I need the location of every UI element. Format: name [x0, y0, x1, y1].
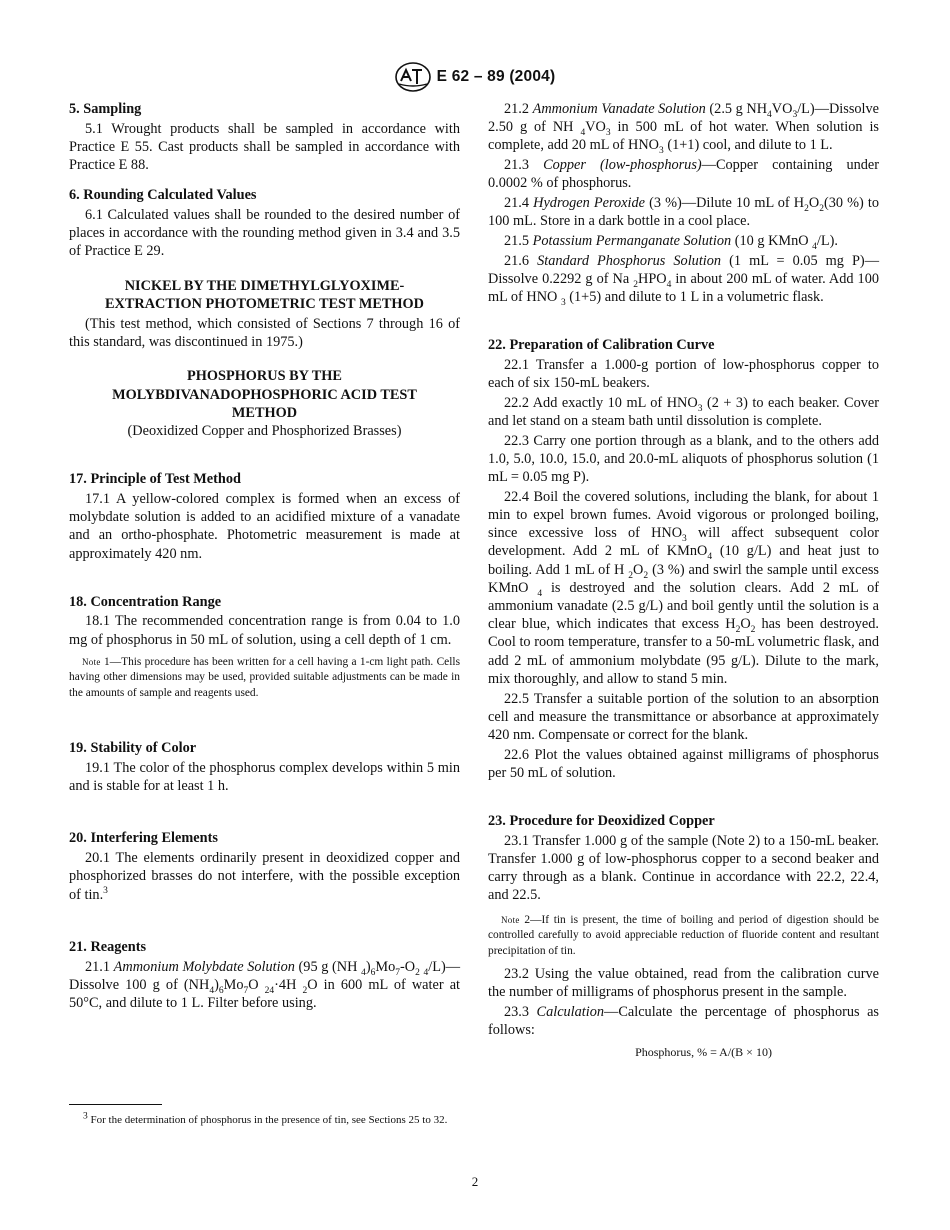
paragraph-22-2: 22.2 Add exactly 10 mL of $HNO_3$ (2 + 3) to each beaker. Cover and let stand on a steam bath until dissolution is complete.: [488, 394, 879, 430]
section-21-heading: 21. Reagents: [69, 938, 147, 955]
paragraph-22-4: 22.4 Boil the covered solutions, including the blank, for about 1 min to expel brown fumes. Avoid vigorous or prolonged boiling, since excessive loss of $HNO_3$ will affect subsequent color development. Add 2 mL of KMnO$_4$ (10 g/L) and heat just to boiling. Add 1 mL of H $_2O_2$ (3 %) and swirl the sample until excess KMnO $_4$ is destroyed and the solution clears. Add 2 mL of ammonium vanadate (2.5 g/L) and boil gently until the solution is a clear blue, which indicates that excess $H_2O_2$ has been destroyed. Cool to room temperature, transfer to a 50-mL volumetric flask, and add 2 mL of ammonium molybdate (95 g/L). Dilute to the mark, mix thoroughly, and allow to stand 5 min.: [488, 488, 879, 687]
astm-logo-icon: [395, 62, 431, 92]
note-1-text: 1—This procedure has been written for a cell having a 1-cm light path. Cells having other dimensions may be used, provided suitable adjustments can be made in the amounts of sample and reagents used.: [69, 655, 460, 699]
reagent-21-4-number: 21.4: [504, 195, 534, 212]
paragraph-23-3-number: 23.3: [504, 1004, 537, 1021]
paragraph-23-3-name: Calculation: [536, 1004, 605, 1021]
reagent-21-2-number: 21.2: [504, 101, 533, 117]
paragraph-18-1: 18.1 The recommended concentration range is from 0.04 to 1.0 mg of phosphorus in 50 mL of solution, using a cell depth of 1 cm.: [69, 613, 460, 648]
section-5-heading: 5. Sampling: [69, 101, 142, 117]
reagent-21-1-number: 21.1: [85, 958, 114, 975]
document-id: E 62 – 89 (2004): [436, 68, 556, 85]
reagent-21-3-number: 21.3: [504, 157, 544, 174]
reagent-21-6-name: Standard Phosphorus Solution: [537, 252, 722, 269]
reagent-21-6-number: 21.6: [504, 252, 538, 269]
section-22-heading: 22. Preparation of Calibration Curve: [488, 337, 715, 354]
paragraph-5-1: 5.1 Wrought products shall be sampled in accordance with Practice E 55. Cast products shall be sampled in accordance with Practice E 88.: [69, 120, 460, 174]
phosphorus-method-heading: PHOSPHORUS BY THE MOLYBDIVANADOPHOSPHORIC ACID TEST METHOD: [112, 368, 417, 421]
paragraph-21-2: 21.2 Ammonium Vanadate Solution (2.5 g $NH_4VO_3/L)—Dissolve$ 2.50 g of NH $_4VO_3$ in 500 mL of hot water. When solution is complete, add 20 mL of $HNO_3$ (1+1) cool, and dilute to 1 L.: [488, 101, 880, 157]
reagent-21-5-number: 21.5: [504, 232, 533, 249]
page-number: 2: [471, 1174, 479, 1189]
paragraph-20-1: [69, 849, 460, 904]
footnote-3-marker: 3: [83, 1111, 88, 1122]
footnote-3: [69, 1113, 460, 1128]
paragraph-19-1: 19.1 The color of the phosphorus complex develops within 5 min and is stable for at least 1 h.: [69, 760, 460, 795]
paragraph-22-1: 22.1 Transfer a 1.000-g portion of low-phosphorus copper to each of six 150-mL beakers.: [488, 356, 879, 392]
section-19-heading: 19. Stability of Color: [69, 740, 197, 757]
paragraph-17-1: 17.1 A yellow-colored complex is formed when an excess of molybdate solution is added to an acidified mixture of a vanadate and an ortho-phosphate. Photometric measurement is made at approximately 420 nm.: [69, 490, 460, 562]
note-2: [488, 913, 879, 960]
section-20-heading: 20. Interfering Elements: [69, 830, 218, 847]
paragraph-6-1: 6.1 Calculated values shall be rounded to the desired number of places in accordance with the rounding method given in 3.4 and 3.5 of Practice E 29.: [69, 207, 460, 260]
paragraph-21-5: 21.5 Potassium Permanganate Solution (10 g KMnO $_4$/L).: [504, 232, 838, 252]
phosphorus-method-subheading: (Deoxidized Copper and Phosphorized Brasses): [127, 423, 402, 440]
left-column: [69, 100, 460, 1014]
paragraph-22-3: 22.3 Carry one portion through as a blank, and to the others add 1.0, 5.0, 10.0, 15.0, and 20.0-mL aliquots of phosphorus solution (1 mL = 0.05 mg P).: [488, 432, 879, 486]
section-17-heading: 17. Principle of Test Method: [69, 471, 241, 488]
paragraph-22-6: 22.6 Plot the values obtained against milligrams of phosphorus per 50 mL of solution.: [488, 746, 879, 781]
reagent-21-3-name: Copper (low-phosphorus): [543, 157, 702, 174]
note-1-label: Note: [82, 656, 101, 667]
right-column: [488, 100, 879, 1062]
section-6-heading: 6. Rounding Calculated Values: [69, 187, 257, 204]
footnote-ref-3: 3: [103, 885, 108, 896]
reagent-21-1-name: Ammonium Molybdate Solution: [113, 958, 295, 975]
paragraph-22-5: 22.5 Transfer a suitable portion of the solution to an absorption cell and measure the transmittance or absorbance at approximately 420 nm. Compensate or correct for the blank.: [488, 690, 879, 743]
paragraph-23-3-text: —Calculate the percentage of phosphorus as follows:: [488, 1004, 879, 1039]
nickel-method-note: (This test method, which consisted of Sections 7 through 16 of this standard, was discontinued in 1975.): [69, 316, 460, 351]
note-2-label: Note: [501, 914, 520, 925]
reagent-21-5-name: Potassium Permanganate Solution: [532, 232, 732, 249]
page-header: [0, 62, 950, 92]
phosphorus-formula: Phosphorus, % = A/(B × 10): [635, 1045, 772, 1060]
paragraph-21-6: 21.6 Standard Phosphorus Solution (1 mL = 0.05 mg P)—Dissolve 0.2292 g of Na $_2HPO_4$ in about 200 mL of water. Add 100 mL of HNO $_3$ (1+5) and dilute to 1 L in a volumetric flask.: [488, 252, 879, 308]
paragraph-23-3: [488, 1003, 879, 1039]
paragraph-23-2: 23.2 Using the value obtained, read from the calibration curve the number of milligrams of phosphorus present in the sample.: [488, 966, 879, 1001]
paragraph-21-3: [488, 156, 879, 192]
section-23-heading: 23. Procedure for Deoxidized Copper: [488, 813, 715, 830]
footnote-rule: [69, 1104, 162, 1105]
reagent-21-3-text: —Copper containing under 0.0002 % of phosphorus.: [488, 157, 880, 192]
section-18-heading: 18. Concentration Range: [69, 593, 222, 610]
paragraph-21-1: 21.1 Ammonium Molybdate Solution (95 g (NH $_4)_6Mo_7-O_2$ $_4$/L)—Dissolve 100 g of $(NH_4)_6Mo_7O$ $_{24}$·4H $_2$O in 600 mL of water at 50°C, and dilute to 1 L. Filter before using.: [69, 958, 461, 1011]
paragraph-21-4: 21.4 Hydrogen Peroxide (3 %)—Dilute 10 mL of $H_2O_2(30$ %) to 100 mL. Store in a dark bottle in a cool place.: [488, 195, 880, 230]
footnote: [69, 1104, 460, 1130]
reagent-21-4-name: Hydrogen Peroxide: [533, 195, 645, 212]
footnote-3-text: For the determination of phosphorus in the presence of tin, see Sections 25 to 32.: [87, 1114, 448, 1126]
reagent-21-2-name: Ammonium Vanadate Solution: [532, 101, 706, 117]
paragraph-23-1: 23.1 Transfer 1.000 g of the sample (Note 2) to a 150-mL beaker. Transfer 1.000 g of low-phosphorus copper to a second beaker and carry through as a blank. Continue in accordance with 22.2, 22.4, and 22.5.: [488, 832, 879, 904]
note-1: [69, 655, 460, 702]
nickel-method-heading: NICKEL BY THE DIMETHYLGLYOXIME-EXTRACTION PHOTOMETRIC TEST METHOD: [105, 277, 424, 312]
note-2-text: 2—If tin is present, the time of boiling and period of digestion should be controlled carefully to avoid appreciable reduction of fluoride content and resultant precipitation of tin.: [488, 913, 879, 957]
paragraph-20-1-text: 20.1 The elements ordinarily present in deoxidized copper and phosphorized brasses do not interfere, with the possible exception of tin.: [69, 850, 460, 903]
